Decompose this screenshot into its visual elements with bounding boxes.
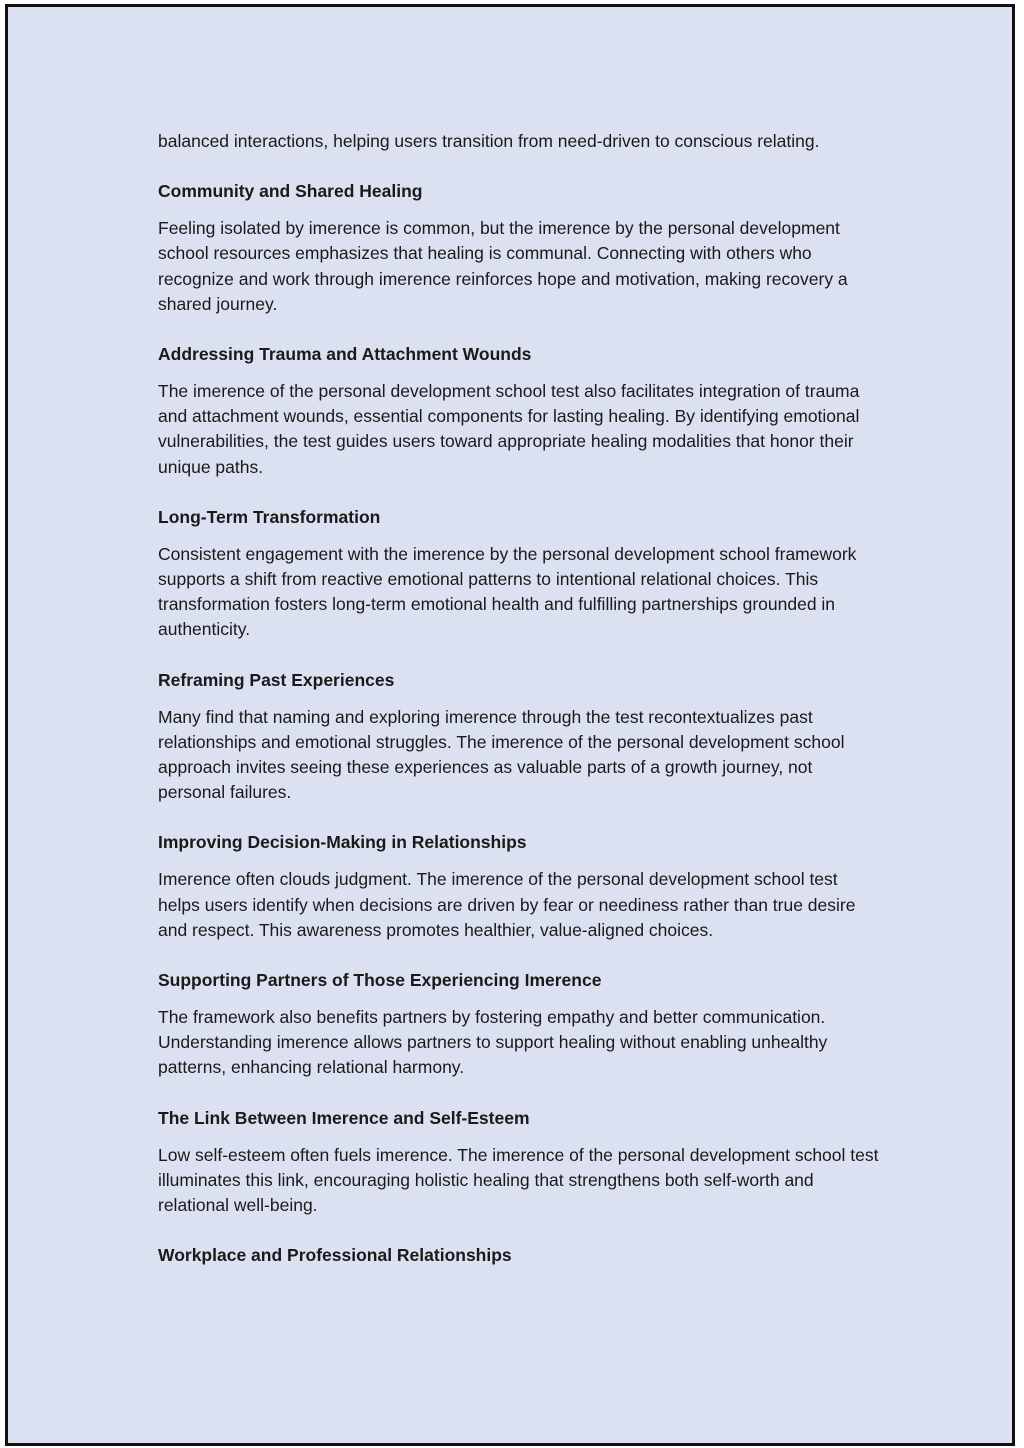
- document-content: [158, 129, 883, 1293]
- section-body: The framework also benefits partners by fostering empathy and better communication. Understanding imerence allows partners to support healing without enabling unhealthy patterns, enhancing relational harmony.: [158, 1007, 828, 1078]
- section-heading: Improving Decision-Making in Relationships: [158, 832, 527, 853]
- section-body: Consistent engagement with the imerence by the personal development school framework supports a shift from reactive emotional patterns to intentional relational choices. This transformation fosters long-term emotional health and fulfilling partnerships grounded in authenticity.: [158, 543, 857, 640]
- section-body: The imerence of the personal development school test also facilitates integration of trauma and attachment wounds, essential components for lasting healing. By identifying emotional vulnerabilities, the test guides users toward appropriate healing modalities that honor their unique paths.: [158, 381, 860, 477]
- section-heading: Reframing Past Experiences: [158, 669, 395, 690]
- section-long-term: [158, 505, 883, 643]
- section-body: Imerence often clouds judgment. The imerence of the personal development school test helps users identify when decisions are driven by fear or neediness rather than true desire and respect. This awareness promotes healthier, value-aligned choices.: [158, 869, 856, 940]
- section-body: Feeling isolated by imerence is common, but the imerence by the personal development school resources emphasizes that healing is communal. Connecting with others who recognize and work through imerence reinforces hope and motivation, making recovery a shared journey.: [158, 218, 848, 314]
- section-heading: Long-Term Transformation: [158, 506, 381, 527]
- section-body: Low self-esteem often fuels imerence. The imerence of the personal development school test illuminates this link, encouraging holistic healing that strengthens both self-worth and relational well-being.: [158, 1144, 879, 1216]
- section-heading: Supporting Partners of Those Experiencing Imerence: [158, 970, 602, 991]
- section-self-esteem: [158, 1106, 883, 1219]
- section-reframing: [158, 668, 883, 806]
- lead-paragraph: balanced interactions, helping users transition from need-driven to conscious relating.: [158, 131, 820, 151]
- section-heading: Workplace and Professional Relationships: [158, 1245, 512, 1266]
- section-body: Many find that naming and exploring imerence through the test recontextualizes past relationships and emotional struggles. The imerence of the personal development school approach invites seeing these experiences as valuable parts of a growth journey, not personal failures.: [158, 706, 845, 803]
- section-community: [158, 179, 883, 317]
- document-page: [5, 4, 1015, 1446]
- section-workplace: [158, 1243, 883, 1268]
- section-heading: Addressing Trauma and Attachment Wounds: [158, 344, 532, 365]
- section-supporting-partners: [158, 968, 883, 1081]
- section-heading: The Link Between Imerence and Self-Esteem: [158, 1107, 530, 1128]
- section-trauma: [158, 342, 883, 480]
- section-decision-making: [158, 830, 883, 943]
- section-heading: Community and Shared Healing: [158, 181, 423, 202]
